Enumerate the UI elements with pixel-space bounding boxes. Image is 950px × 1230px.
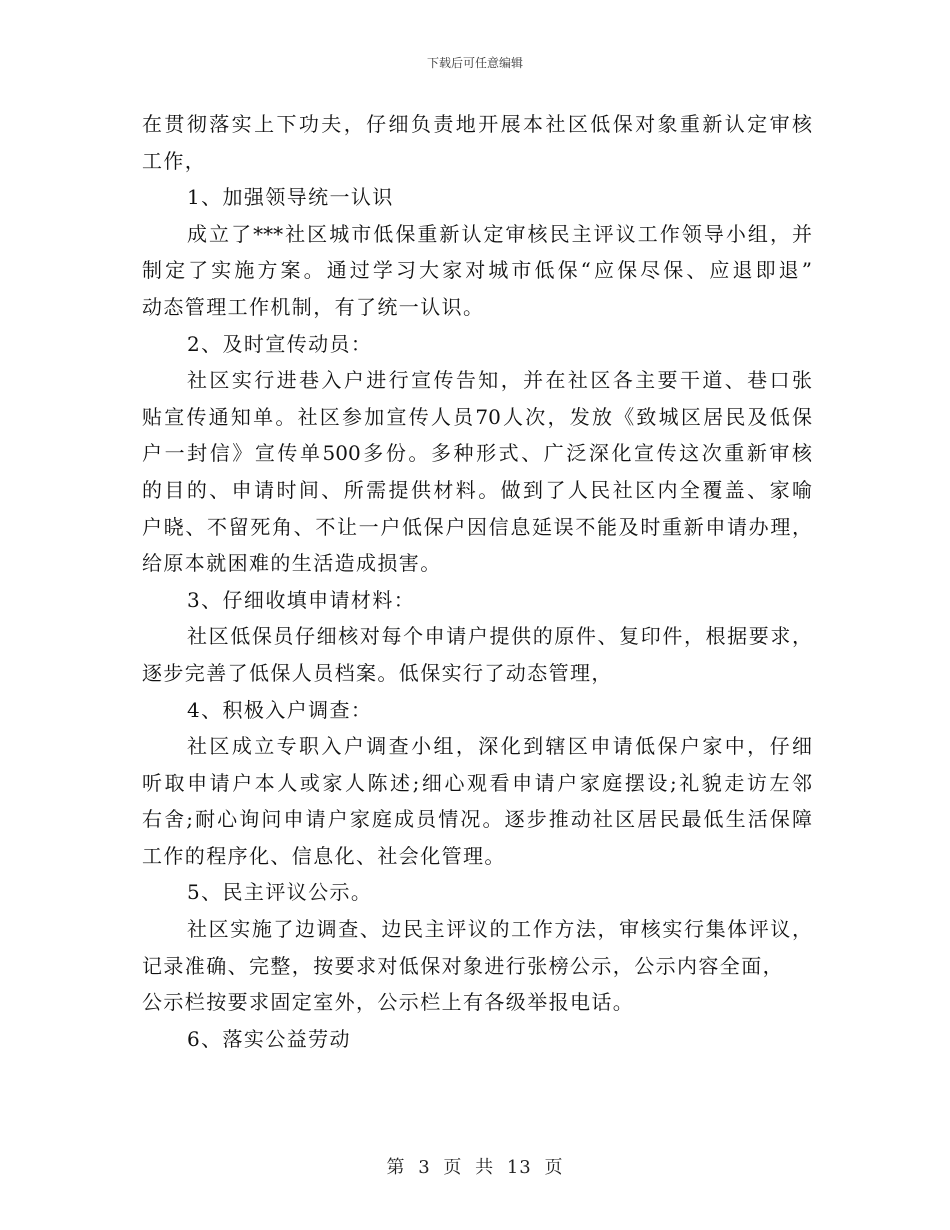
paragraph-line: 贴宣传通知单。社区参加宣传人员70人次，发放《致城区居民及低保 — [142, 404, 812, 429]
paragraph-line: 逐步完善了低保人员档案。低保实行了动态管理， — [142, 660, 613, 685]
paragraph-line: 成立了***社区城市低保重新认定审核民主评议工作领导小组，并 — [187, 221, 812, 246]
paragraph-line: 社区实行进巷入户进行宣传告知，并在社区各主要干道、巷口张 — [187, 368, 812, 393]
paragraph-line: 的目的、申请时间、所需提供材料。做到了人民社区内全覆盖、家喻 — [142, 477, 812, 502]
paragraph-line: 工作的程序化、信息化、社会化管理。 — [142, 843, 506, 868]
paragraph-line: 社区低保员仔细核对每个申请户提供的原件、复印件，根据要求， — [187, 624, 812, 649]
section-heading: 4、积极入户调查： — [187, 697, 373, 722]
paragraph-line: 动态管理工作机制，有了统一认识。 — [142, 294, 485, 319]
paragraph-line: 给原本就困难的生活造成损害。 — [142, 551, 442, 576]
paragraph-line: 工作， — [142, 148, 207, 173]
page-number-footer: 第 3 页 共 13 页 — [386, 1157, 564, 1178]
paragraph-line: 户晓、不留死角、不让一户低保户因信息延误不能及时重新申请办理， — [142, 514, 812, 539]
paragraph-line: 听取申请户本人或家人陈述;细心观看申请户家庭摆设;礼貌走访左邻 — [142, 770, 812, 795]
paragraph-line: 右舍;耐心询问申请户家庭成员情况。逐步推动社区居民最低生活保障 — [142, 807, 812, 832]
section-heading: 1、加强领导统一认识 — [187, 185, 394, 210]
paragraph-line: 户一封信》宣传单500多份。多种形式、广泛深化宣传这次重新审核 — [142, 441, 812, 466]
paragraph-line: 社区成立专职入户调查小组，深化到辖区申请低保户家中，仔细 — [187, 734, 812, 759]
page-header-note: 下载后可任意编辑 — [426, 56, 523, 70]
section-heading: 6、落实公益劳动 — [187, 1026, 351, 1051]
section-heading: 5、民主评议公示。 — [187, 880, 373, 905]
document-body — [142, 106, 812, 1057]
section-heading: 2、及时宣传动员： — [187, 331, 373, 356]
paragraph-line: 公示栏按要求固定室外，公示栏上有各级举报电话。 — [142, 990, 635, 1015]
paragraph-line: 记录准确、完整，按要求对低保对象进行张榜公示，公示内容全面， — [142, 953, 784, 978]
section-heading: 3、仔细收填申请材料： — [187, 587, 416, 612]
paragraph-line: 制定了实施方案。通过学习大家对城市低保“应保尽保、应退即退” — [142, 258, 812, 283]
paragraph-line: 在贯彻落实上下功夫，仔细负责地开展本社区低保对象重新认定审核 — [142, 112, 812, 136]
paragraph-line: 社区实施了边调查、边民主评议的工作方法，审核实行集体评议， — [187, 917, 812, 942]
